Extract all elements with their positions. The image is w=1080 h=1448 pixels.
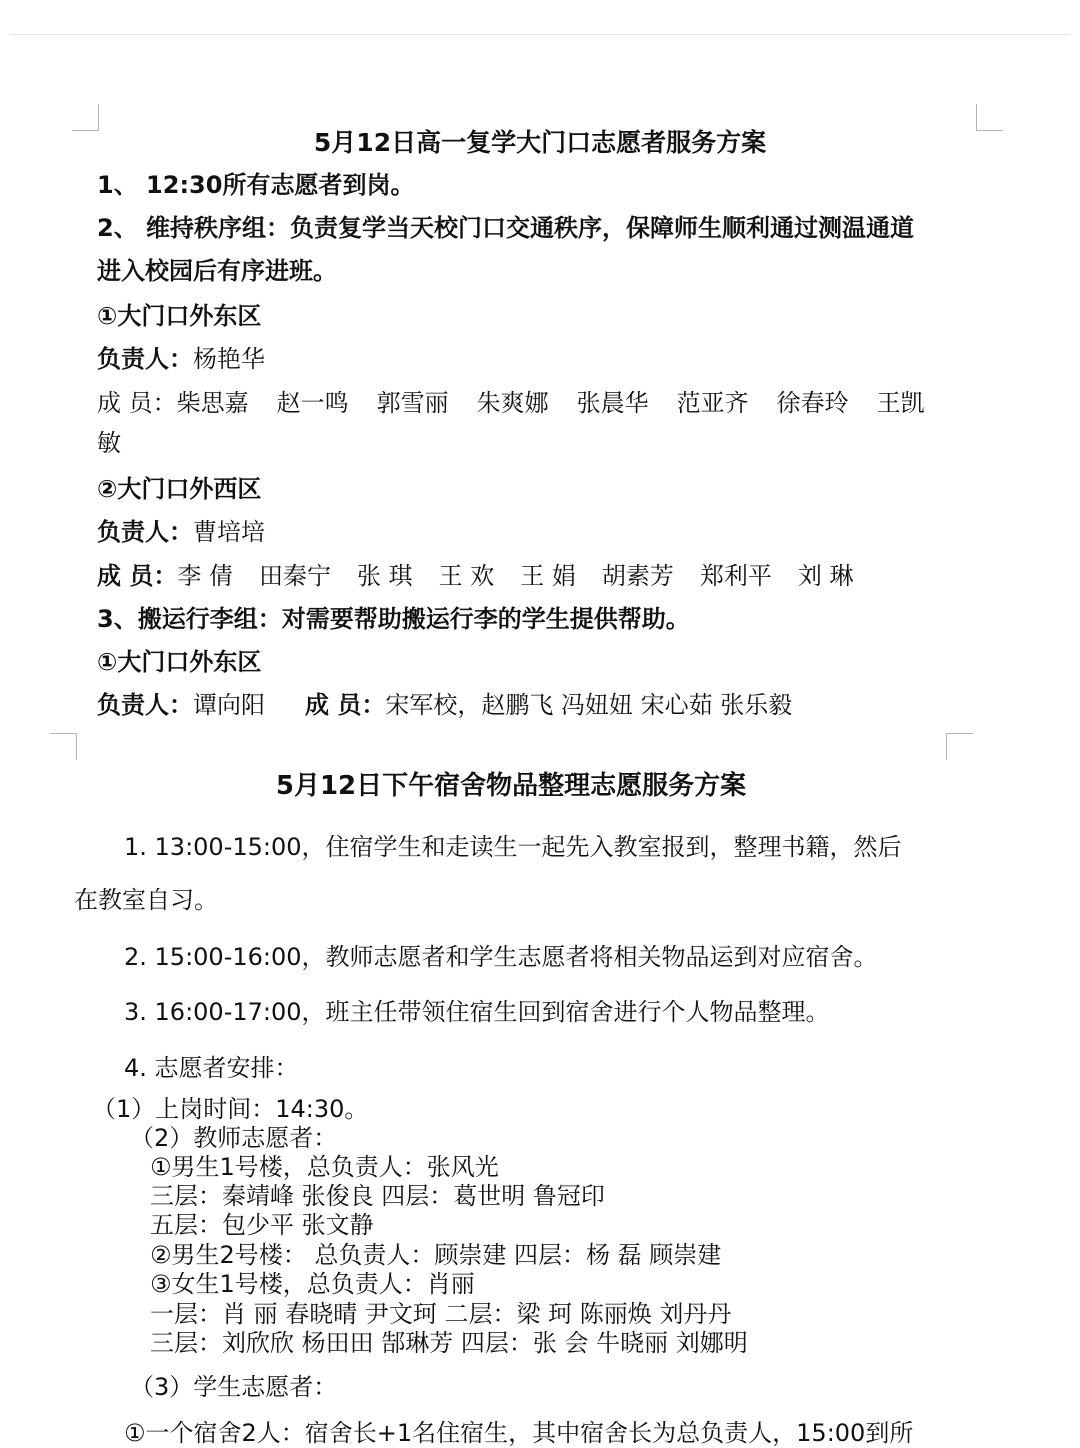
plan1-title: 5月12日高一复学大门口志愿者服务方案 [313,128,767,157]
member-name: 王凯 [876,389,925,417]
west-leader-row [97,517,265,547]
building-female-1-floors-a: 一层：肖 丽 春晓晴 尹文珂 二层：梁 珂 陈丽焕 刘丹丹 [150,1300,732,1328]
members-label: 成 员： [97,389,177,417]
page-corner-mark [976,104,1003,131]
student-volunteers-heading: （3）学生志愿者： [130,1373,338,1401]
building-male-2-head: ②男生2号楼： 总负责人：顾崇建 四层：杨 磊 顾崇建 [150,1241,722,1269]
member-name: 李 倩 [177,562,233,590]
west-members-row [97,561,854,591]
east-members-wrap: 敏 [97,429,121,457]
member-name: 王 欢 [438,562,495,590]
member-name: 范亚齐 [676,389,749,417]
page-corner-mark [946,733,973,760]
building-male-1-floors-a: 三层：秦靖峰 张俊良 四层：葛世明 鲁冠印 [150,1182,605,1210]
member-name: 徐春玲 [776,389,849,417]
building-male-1-head: ①男生1号楼，总负责人：张风光 [150,1153,499,1181]
plan1-item1: 1、 12:30所有志愿者到岗。 [97,171,415,199]
member-name: 田秦宁 [259,562,331,590]
member-name: 王 娟 [520,562,576,590]
member-name: 赵一鸣 [276,389,349,417]
member-name: 郑利平 [699,562,772,590]
leader-name: 曹培培 [193,518,265,546]
leader-label: 负责人： [97,345,193,373]
members-label: 成 员： [97,562,178,590]
member-name: 柴思嘉 [176,389,249,417]
member-name: 胡素芳 [601,562,674,590]
east-leader-row [97,344,265,374]
member-name: 张晨华 [576,389,649,417]
member-name: 张 琪 [357,562,413,590]
leader-label: 负责人： [97,518,193,546]
leader-name: 杨艳华 [193,345,265,373]
building-female-1-floors-b: 三层：刘欣欣 杨田田 郜琳芳 四层：张 会 牛晓丽 刘娜明 [150,1329,748,1357]
leader-label: 负责人： [97,691,193,719]
west-area-heading: ②大门口外西区 [97,475,262,503]
east-area-heading: ①大门口外东区 [97,302,262,330]
member-name: 郭雪丽 [376,389,449,417]
schedule-time: （1）上岗时间：14:30。 [92,1095,369,1123]
member-name: 刘 琳 [797,562,854,590]
teacher-volunteers-heading: （2）教师志愿者： [130,1124,338,1152]
plan1-item2-line2: 进入校园后有序进班。 [97,257,337,285]
plan2-para3: 3. 16:00-17:00，班主任带领住宿生回到宿舍进行个人物品整理。 [124,998,830,1026]
building-male-1-floors-b: 五层：包少平 张文静 [150,1211,374,1239]
plan2-para1-line2: 在教室自习。 [74,886,218,914]
luggage-members: 宋军校，赵鹏飞 冯妞妞 宋心茹 张乐毅 [385,691,793,719]
plan2-para2: 2. 15:00-16:00，教师志愿者和学生志愿者将相关物品运到对应宿舍。 [124,943,878,971]
page-top-divider [10,34,1070,35]
plan1-item2-line1: 2、 维持秩序组：负责复学当天校门口交通秩序，保障师生顺利通过测温通道 [97,214,915,242]
east-members-row [97,388,925,418]
plan2-title: 5月12日下午宿舍物品整理志愿服务方案 [275,771,747,801]
plan2-para1-line1: 1. 13:00-15:00，住宿学生和走读生一起先入教室报到，整理书籍，然后 [124,833,902,861]
member-name: 朱爽娜 [476,389,549,417]
page-corner-mark [72,104,99,131]
plan2-para4: 4. 志愿者安排： [124,1054,299,1082]
student-volunteers-line-cut: ①一个宿舍2人：宿舍长+1名住宿生，其中宿舍长为总负责人，15:00到所 [124,1419,914,1447]
page-corner-mark [50,733,77,760]
plan1-item3: 3、搬运行李组：对需要帮助搬运行李的学生提供帮助。 [97,605,690,633]
building-female-1-head: ③女生1号楼，总负责人：肖丽 [150,1270,475,1298]
leader-name: 谭向阳 [193,691,265,719]
luggage-area-heading: ①大门口外东区 [97,648,262,676]
luggage-row [97,690,792,720]
members-label: 成 员： [305,691,386,719]
